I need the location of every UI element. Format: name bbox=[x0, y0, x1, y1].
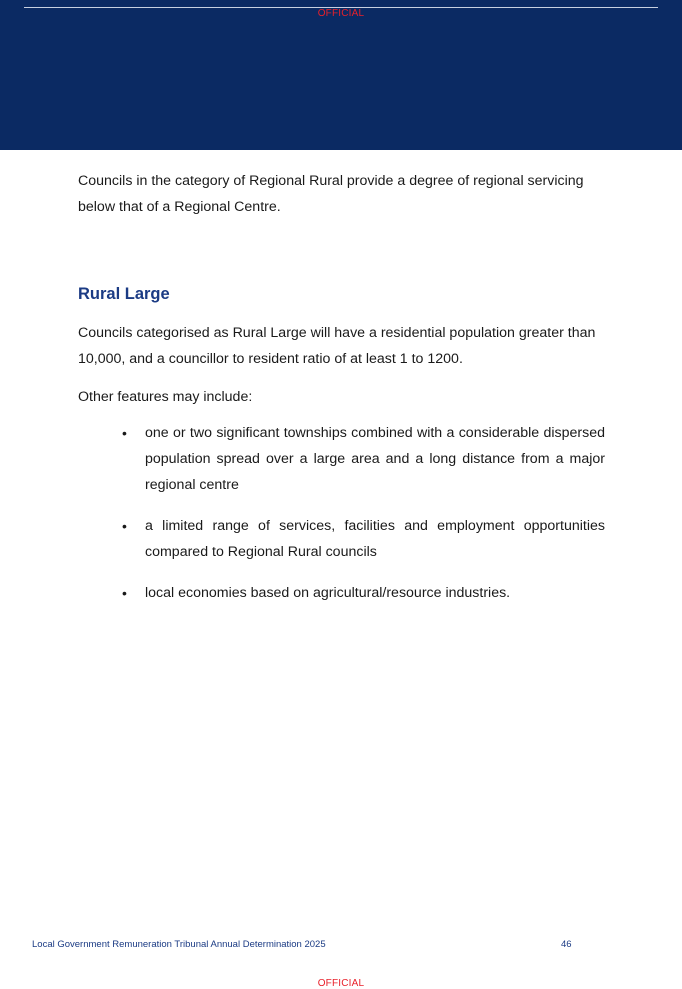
page-content bbox=[78, 168, 606, 621]
bullet-icon: • bbox=[122, 425, 127, 441]
list-item bbox=[122, 580, 605, 606]
footer-page-number: 46 bbox=[561, 939, 572, 950]
list-item-text: local economies based on agricultural/resource industries. bbox=[145, 585, 511, 601]
section-heading: Rural Large bbox=[78, 285, 170, 303]
list-item bbox=[122, 513, 605, 565]
bullet-icon: • bbox=[122, 518, 127, 534]
features-list bbox=[78, 420, 605, 606]
bullet-icon: • bbox=[122, 585, 127, 601]
features-lead: Other features may include: bbox=[78, 389, 253, 405]
intro-paragraph: Councils in the category of Regional Rural provide a degree of regional servicing below that of a Regional Centre. bbox=[78, 173, 584, 215]
header-band bbox=[0, 0, 682, 150]
list-item-text: a limited range of services, facilities and employment opportunities compared to Regional Rural councils bbox=[145, 518, 605, 560]
list-item bbox=[122, 420, 605, 498]
classification-label-bottom: OFFICIAL bbox=[317, 978, 365, 989]
list-item-text: one or two significant townships combined with a considerable dispersed population spread over a large area and a long distance from a major regional centre bbox=[145, 425, 605, 493]
classification-label-top: OFFICIAL bbox=[317, 8, 365, 19]
footer-document-title: Local Government Remuneration Tribunal Annual Determination 2025 bbox=[32, 939, 326, 950]
definition-paragraph: Councils categorised as Rural Large will have a residential population greater than 10,000, and a councillor to resident ratio of at least 1 to 1200. bbox=[78, 325, 596, 367]
